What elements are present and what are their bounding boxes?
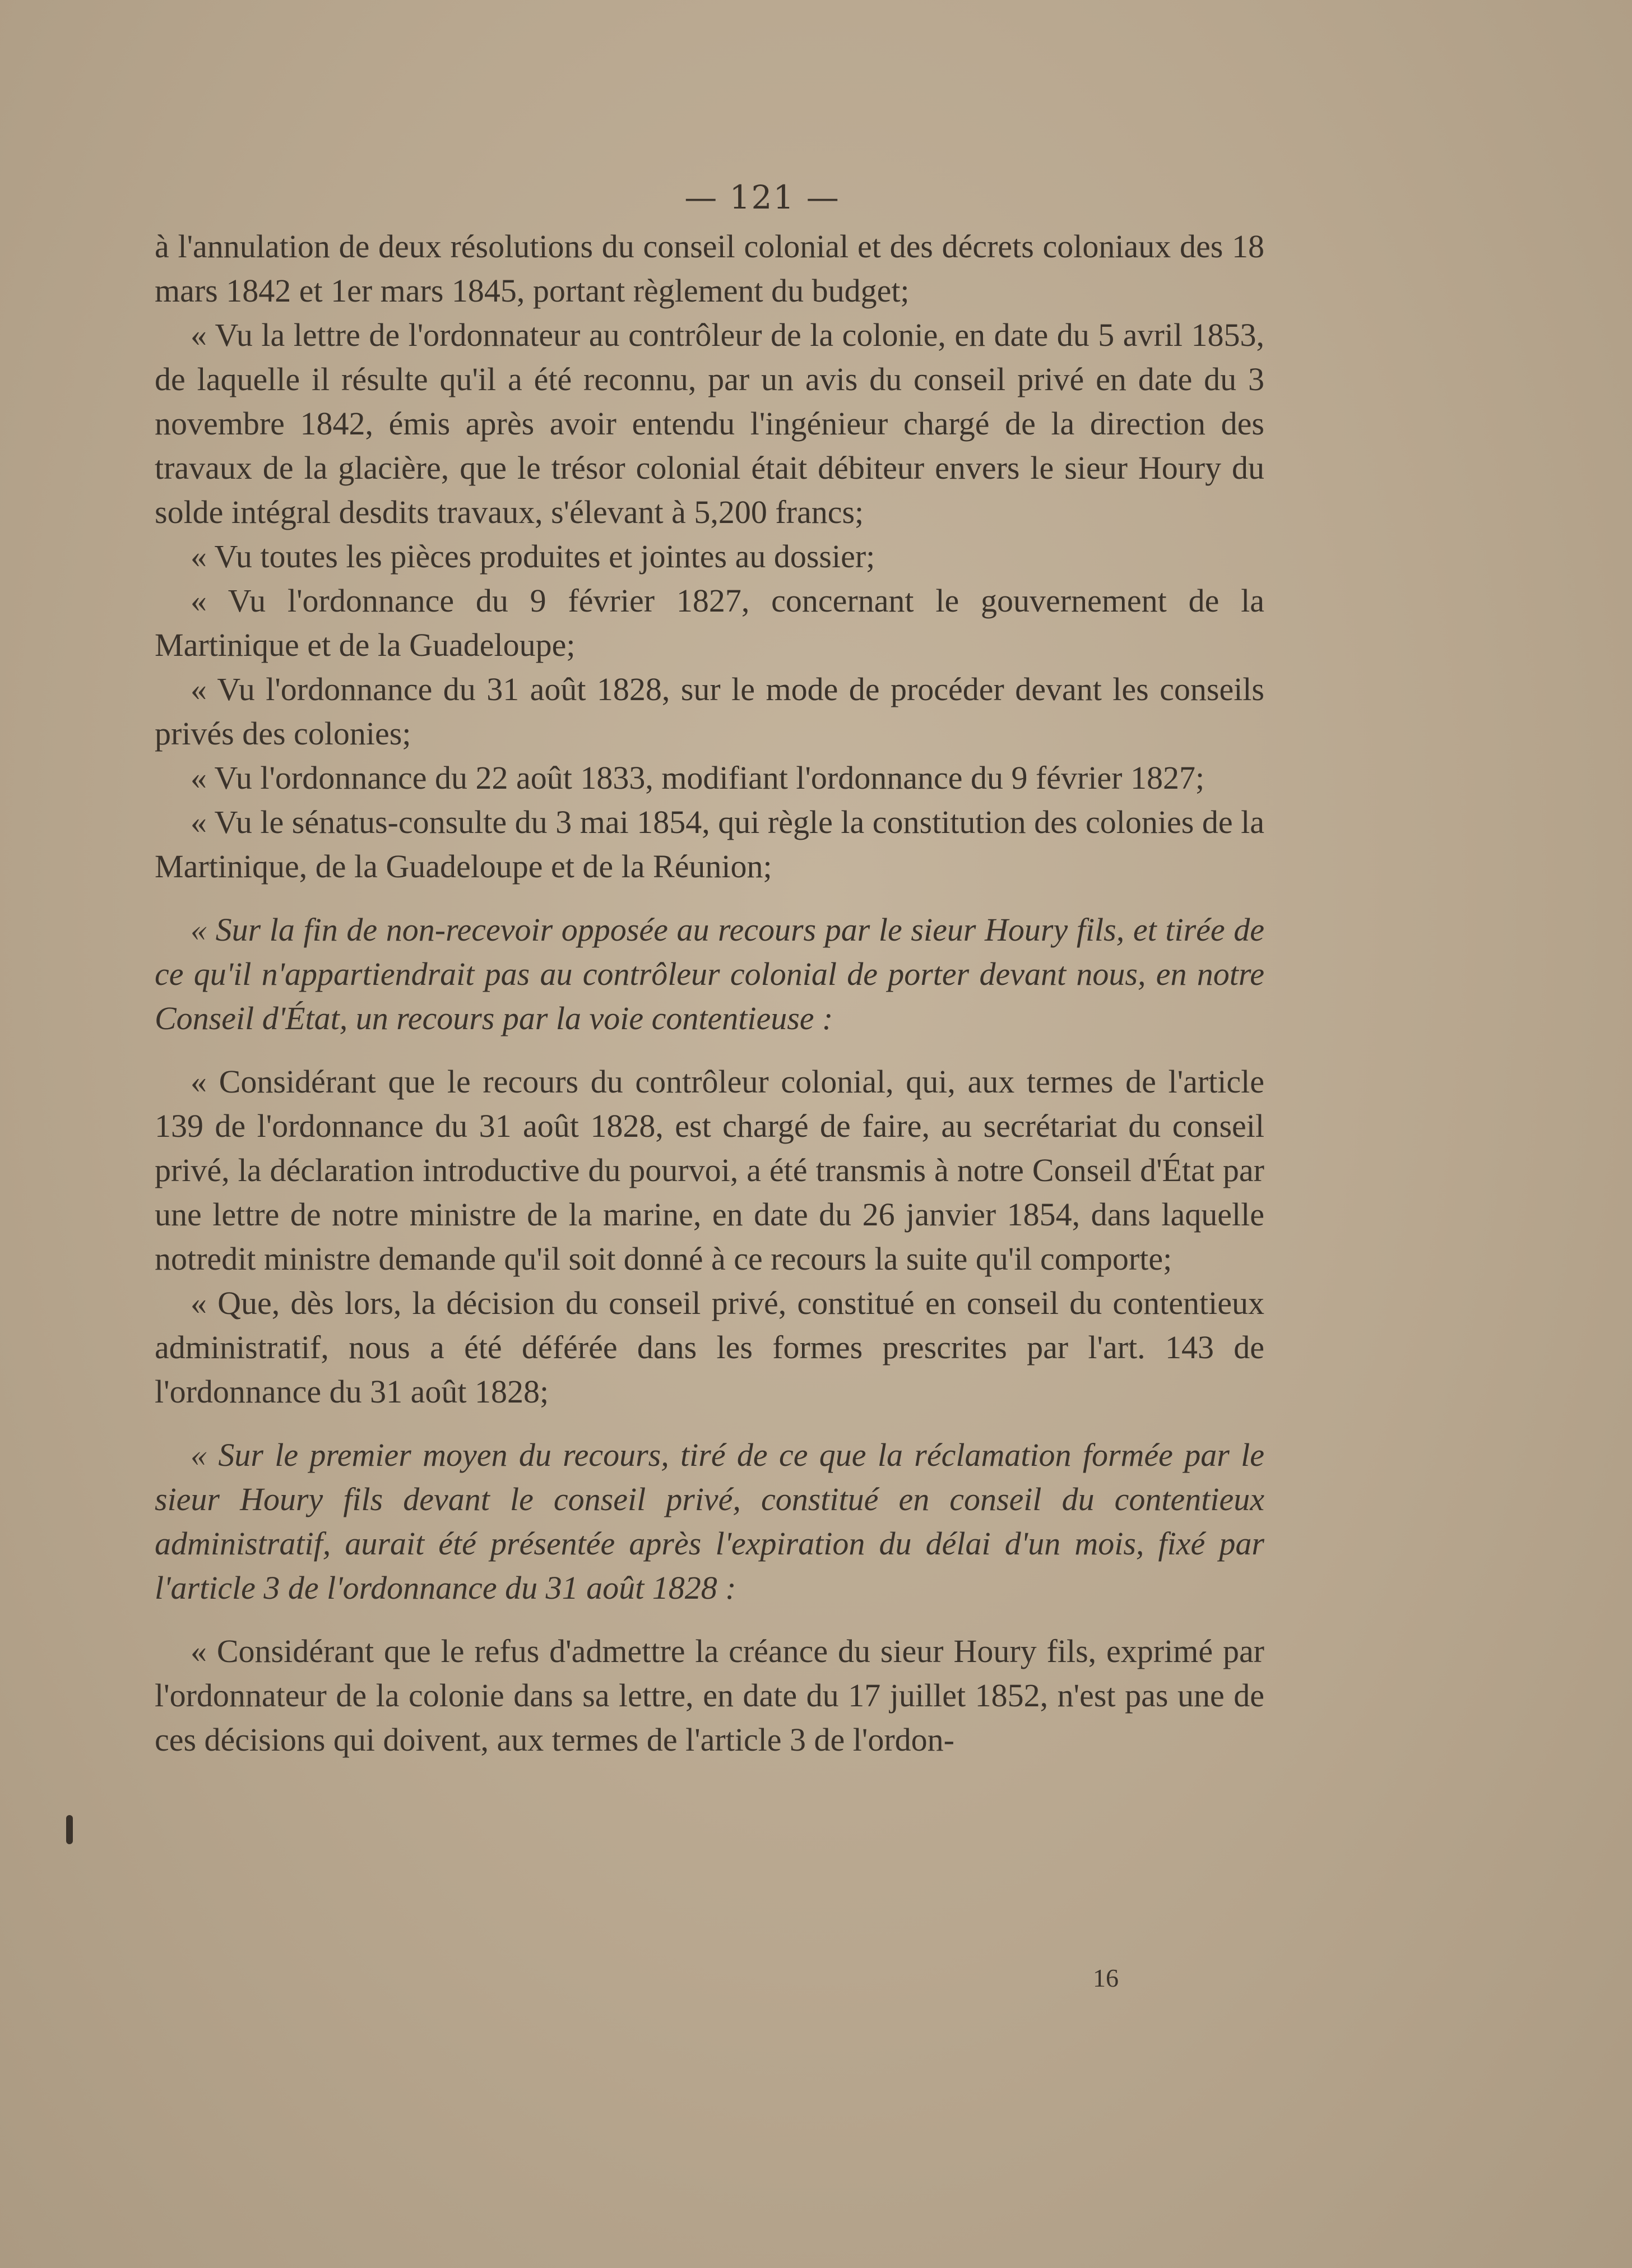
ink-mark: [66, 1815, 73, 1844]
paragraph: « Que, dès lors, la décision du conseil privé, constitué en conseil du contentieux administratif, nous a été déférée dans les formes prescrites par l'art. 143 de l'ordonnance du 31 août 1828;: [155, 1285, 1264, 1410]
paragraph: « Considérant que le recours du contrôleur colonial, qui, aux termes de l'article 139 de l'ordonnance du 31 août 1828, est chargé de faire, au secrétariat du conseil privé, la déclaration introductive du pourvoi, a été transmis à notre Conseil d'État par une lettre de notre ministre de la marine, en date du 26 janvier 1854, dans laquelle notredit ministre demande qu'il soit donné à ce recours la suite qu'il comporte;: [155, 1063, 1264, 1277]
paragraph: « Considérant que le refus d'admettre la créance du sieur Houry fils, exprimé par l'ordonnateur de la colonie dans sa lettre, en date du 17 juillet 1852, n'est pas une de ces décisions qui doivent, aux termes de l'article 3 de l'ordon-: [155, 1633, 1264, 1758]
paragraph: « Vu le sénatus-consulte du 3 mai 1854, qui règle la constitution des colonies de la Martinique, de la Guadeloupe et de la Réunion;: [155, 804, 1264, 885]
signature-mark: 16: [1093, 1964, 1119, 1992]
italic-heading: « Sur le premier moyen du recours, tiré de ce que la réclamation formée par le sieur Houry fils devant le conseil privé, constitué en conseil du contentieux administratif, aurait été présentée après l'expiration du délai d'un mois, fixé par l'article 3 de l'ordonnance du 31 août 1828 :: [155, 1437, 1264, 1606]
paragraph: « Vu l'ordonnance du 9 février 1827, concernant le gouvernement de la Martinique et de la Guadeloupe;: [155, 582, 1264, 663]
page-number: — 121 —: [684, 178, 840, 216]
body-text: [155, 224, 1264, 1762]
paragraph: « Vu la lettre de l'ordonnateur au contrôleur de la colonie, en date du 5 avril 1853, de laquelle il résulte qu'il a été reconnu, par un avis du conseil privé en date du 3 novembre 1842, émis après avoir entendu l'ingénieur chargé de la direction des travaux de la glacière, que le trésor colonial était débiteur envers le sieur Houry du solde intégral desdits travaux, s'élevant à 5,200 francs;: [155, 317, 1264, 530]
italic-heading: « Sur la fin de non-recevoir opposée au recours par le sieur Houry fils, et tirée de ce qu'il n'appartiendrait pas au contrôleur colonial de porter devant nous, en notre Conseil d'État, un recours par la voie contentieuse :: [155, 911, 1264, 1036]
paragraph: à l'annulation de deux résolutions du conseil colonial et des décrets coloniaux des 18 mars 1842 et 1er mars 1845, portant règlement du budget;: [155, 228, 1264, 309]
paragraph: « Vu l'ordonnance du 31 août 1828, sur le mode de procéder devant les conseils privés des colonies;: [155, 671, 1264, 752]
paragraph: « Vu l'ordonnance du 22 août 1833, modifiant l'ordonnance du 9 février 1827;: [191, 760, 1205, 796]
paragraph: « Vu toutes les pièces produites et jointes au dossier;: [191, 538, 875, 575]
